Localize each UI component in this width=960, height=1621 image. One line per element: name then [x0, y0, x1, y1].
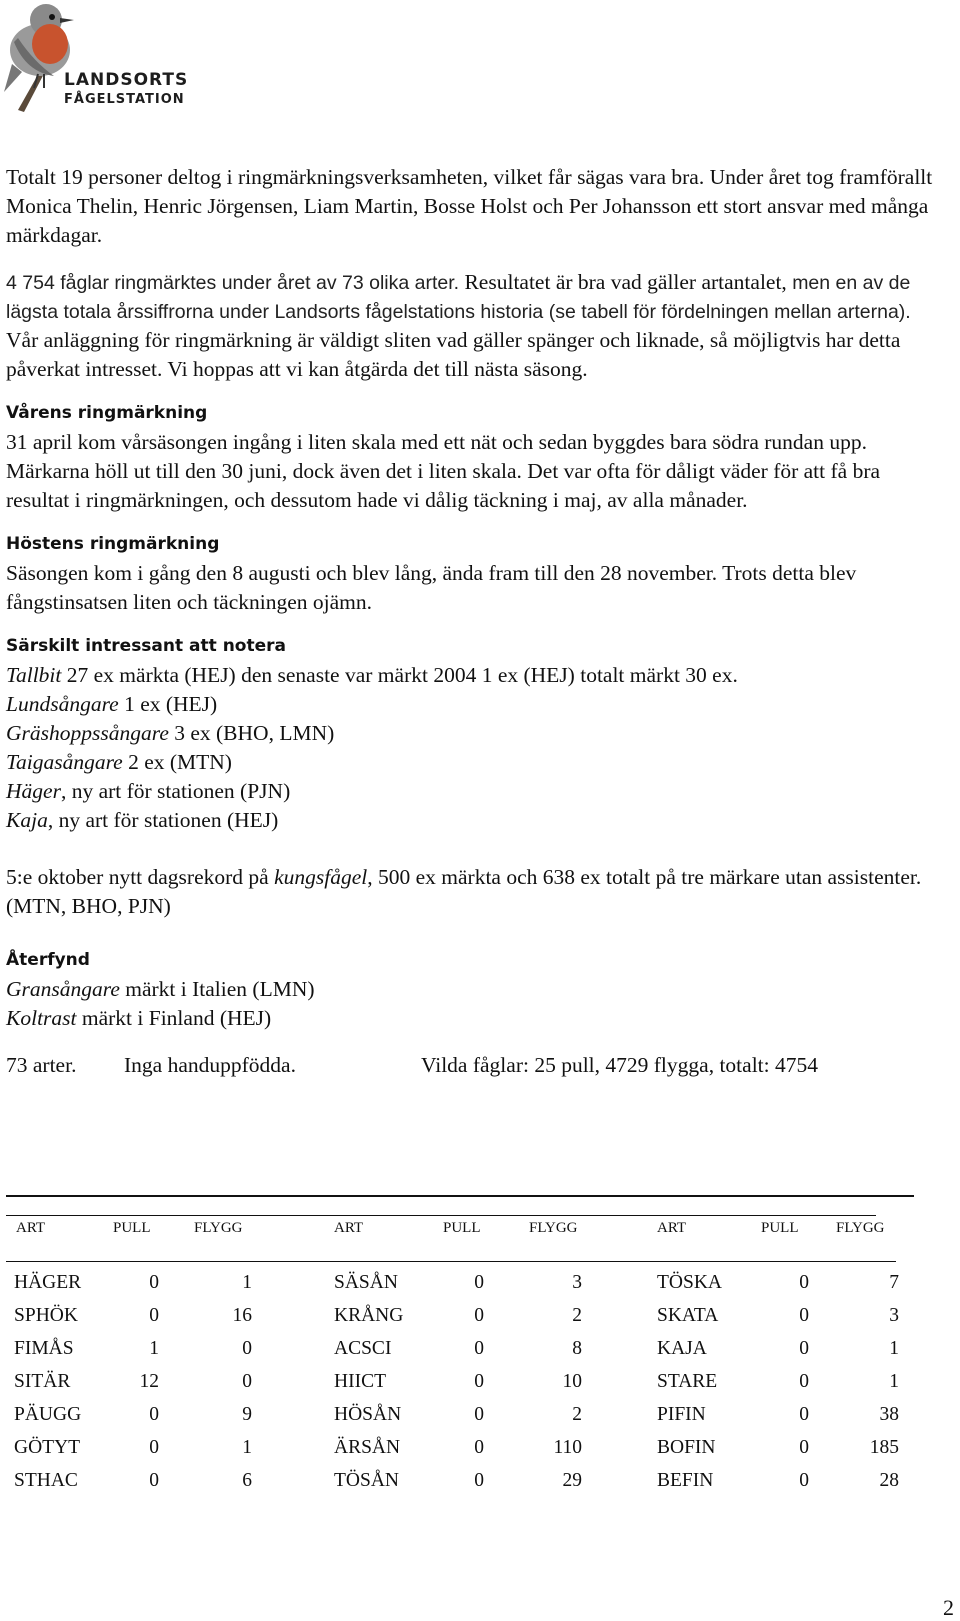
species-code-cell: HÖSÅN: [334, 1404, 402, 1425]
notable-list: [6, 661, 936, 835]
pull-cell: 0: [799, 1371, 809, 1392]
pull-cell: 0: [149, 1404, 159, 1425]
flygg-cell: 185: [869, 1437, 899, 1458]
summary-line: [6, 1053, 936, 1083]
pull-cell: 0: [149, 1437, 159, 1458]
document-body: [6, 163, 936, 1083]
species-code-cell: ACSCI: [334, 1338, 392, 1359]
species-code-cell: BOFIN: [657, 1437, 716, 1458]
record-paragraph: [6, 863, 936, 921]
pull-cell: 0: [474, 1371, 484, 1392]
logo-title: LANDSORTS: [64, 70, 189, 90]
pull-cell: 0: [799, 1404, 809, 1425]
flygg-cell: 1: [889, 1338, 899, 1359]
species-code-cell: KRÅNG: [334, 1305, 404, 1326]
notable-text: 3 ex (BHO, LMN): [168, 721, 335, 745]
pull-cell: 0: [149, 1272, 159, 1293]
pull-cell: 0: [474, 1305, 484, 1326]
record-text: 5:e oktober nytt dagsrekord på: [6, 865, 275, 889]
spring-paragraph: 31 april kom vårsäsongen ingång i liten skala med ett nät och sedan byggdes bara södra rundan upp. Märkarna höll ut till den 30 juni, dock även det i liten skala. Det var ofta för dåligt väder för att få bra resultat i ringmärkningen, och dessutom hade vi dålig täckning i maj, av alla månader.: [6, 430, 881, 512]
flygg-cell: 8: [572, 1338, 582, 1359]
species-code-cell: TÖSÅN: [334, 1470, 400, 1491]
notable-item: [6, 690, 936, 719]
pull-cell: 0: [799, 1272, 809, 1293]
pull-cell: 0: [474, 1404, 484, 1425]
recovery-item: [6, 1004, 936, 1033]
notable-item: [6, 806, 936, 835]
table-row: [14, 1338, 904, 1371]
flygg-cell: 0: [242, 1371, 252, 1392]
notable-text: , ny art för stationen (HEJ): [47, 808, 279, 832]
notable-text: 27 ex märkta (HEJ) den senaste var märkt 2004 1 ex (HEJ) totalt märkt 30 ex.: [61, 663, 738, 687]
pull-cell: 12: [139, 1371, 159, 1392]
flygg-cell: 1: [242, 1272, 252, 1293]
flygg-cell: 38: [879, 1404, 899, 1425]
page-number: 2: [943, 1595, 954, 1620]
header-flygg: FLYGG: [836, 1220, 885, 1236]
notable-item: [6, 719, 936, 748]
results-sans-text-2: men en av de lägsta totala årssiffrorna under Landsorts fågelstations historia (se tabell för fördelningen mellan arterna).: [6, 272, 911, 323]
header-art: ART: [334, 1220, 364, 1236]
header-flygg: FLYGG: [194, 1220, 243, 1236]
recovery-text: märkt i Italien (LMN): [119, 977, 315, 1001]
species-code-cell: SÄSÅN: [334, 1272, 398, 1293]
flygg-cell: 10: [562, 1371, 582, 1392]
header-art: ART: [16, 1220, 46, 1236]
flygg-cell: 7: [889, 1272, 899, 1293]
divider: [6, 1261, 896, 1262]
results-serif-text-2: Vår anläggning för ringmärkning är väldigt sliten vad gäller spänger och liknade, så möjligtvis har detta påverkat intresset. Vi hoppas att vi kan åtgärda det till nästa säsong.: [6, 328, 901, 381]
species-code-cell: SKATA: [657, 1305, 719, 1326]
results-sans-text: 4 754 fåglar ringmärktes under året av 73 olika arter.: [6, 272, 460, 294]
summary-wild: Vilda fåglar: 25 pull, 4729 flygga, totalt: 4754: [421, 1053, 818, 1077]
pull-cell: 0: [474, 1338, 484, 1359]
summary-hand: Inga handuppfödda.: [124, 1053, 296, 1077]
flygg-cell: 16: [232, 1305, 252, 1326]
divider: [6, 1215, 876, 1216]
notable-text: 1 ex (HEJ): [118, 692, 218, 716]
flygg-cell: 0: [242, 1338, 252, 1359]
species-code-cell: TÖSKA: [657, 1272, 723, 1293]
flygg-cell: 3: [889, 1305, 899, 1326]
table-row: [14, 1470, 904, 1503]
pull-cell: 0: [799, 1338, 809, 1359]
autumn-paragraph: Säsongen kom i gång den 8 augusti och blev lång, ända fram till den 28 november. Trots detta blev fångstinsatsen liten och täckningen ojämn.: [6, 561, 857, 614]
species-name: Häger: [6, 779, 61, 803]
pull-cell: 1: [149, 1338, 159, 1359]
notable-item: [6, 661, 936, 690]
recovery-item: [6, 975, 936, 1004]
logo-subtitle: FÅGELSTATION: [64, 92, 185, 107]
header-flygg: FLYGG: [529, 1220, 578, 1236]
notable-heading: Särskilt intressant att notera: [6, 636, 286, 656]
pull-cell: 0: [474, 1272, 484, 1293]
flygg-cell: 1: [889, 1371, 899, 1392]
species-code-cell: SPHÖK: [14, 1305, 78, 1326]
species-code-cell: KAJA: [657, 1338, 707, 1359]
results-serif-text: Resultatet är bra vad gäller artantalet,: [459, 270, 787, 294]
species-code-cell: STHAC: [14, 1470, 78, 1491]
species-code-cell: FIMÅS: [14, 1338, 74, 1359]
summary-species: 73 arter.: [6, 1053, 77, 1077]
notable-text: 2 ex (MTN): [122, 750, 232, 774]
species-name: Taigasångare: [6, 750, 123, 774]
species-name: Koltrast: [6, 1006, 77, 1030]
species-name: Gräshoppssångare: [6, 721, 169, 745]
divider: [6, 1195, 914, 1197]
table-row: [14, 1437, 904, 1470]
species-code-cell: PIFIN: [657, 1404, 706, 1425]
species-code-cell: GÖTYT: [14, 1437, 81, 1458]
species-code-cell: PÄUGG: [14, 1404, 82, 1425]
species-name: Kaja: [6, 808, 48, 832]
table-row: [14, 1305, 904, 1338]
autumn-heading: Höstens ringmärkning: [6, 534, 220, 554]
pull-cell: 0: [149, 1470, 159, 1491]
flygg-cell: 9: [242, 1404, 252, 1425]
species-name: Gransångare: [6, 977, 120, 1001]
header-pull: PULL: [443, 1220, 481, 1236]
table-row: [14, 1371, 904, 1404]
recovery-text: märkt i Finland (HEJ): [76, 1006, 272, 1030]
notable-item: [6, 748, 936, 777]
notable-item: [6, 777, 936, 806]
pull-cell: 0: [799, 1470, 809, 1491]
record-text-2: , 500 ex märkta och 638 ex totalt på tre märkare utan assistenter. (MTN, BHO, PJN): [6, 865, 922, 918]
participants-paragraph: Totalt 19 personer deltog i ringmärkningsverksamheten, vilket får sägas vara bra. Under året tog framförallt Monica Thelin, Henric Jörgensen, Liam Martin, Bosse Holst och Per Johansson ett stort ansvar med många märkdagar.: [6, 165, 933, 247]
species-code-cell: SITÄR: [14, 1371, 71, 1392]
header-pull: PULL: [761, 1220, 799, 1236]
species-name: Lundsångare: [6, 692, 119, 716]
species-code-cell: BEFIN: [657, 1470, 714, 1491]
species-code-cell: STARE: [657, 1371, 718, 1392]
species-code-cell: HÄGER: [14, 1272, 82, 1293]
station-logo: [4, 2, 204, 114]
pull-cell: 0: [474, 1437, 484, 1458]
flygg-cell: 3: [572, 1272, 582, 1293]
flygg-cell: 2: [572, 1404, 582, 1425]
pull-cell: 0: [474, 1470, 484, 1491]
spring-heading: Vårens ringmärkning: [6, 403, 208, 423]
flygg-cell: 2: [572, 1305, 582, 1326]
header-art: ART: [657, 1220, 687, 1236]
flygg-cell: 29: [562, 1470, 582, 1491]
species-name: Tallbit: [6, 663, 62, 687]
species-name: kungsfågel: [274, 865, 368, 889]
flygg-cell: 1: [242, 1437, 252, 1458]
header-pull: PULL: [113, 1220, 151, 1236]
recoveries-heading: Återfynd: [6, 950, 90, 970]
pull-cell: 0: [799, 1437, 809, 1458]
species-code-cell: ÄRSÅN: [334, 1437, 401, 1458]
flygg-cell: 28: [879, 1470, 899, 1491]
notable-text: , ny art för stationen (PJN): [60, 779, 291, 803]
results-paragraph: [6, 268, 936, 384]
table-row: [14, 1404, 904, 1437]
species-code-cell: HIICT: [334, 1371, 386, 1392]
flygg-cell: 110: [553, 1437, 582, 1458]
table-row: [14, 1272, 904, 1305]
flygg-cell: 6: [242, 1470, 252, 1491]
pull-cell: 0: [149, 1305, 159, 1326]
pull-cell: 0: [799, 1305, 809, 1326]
